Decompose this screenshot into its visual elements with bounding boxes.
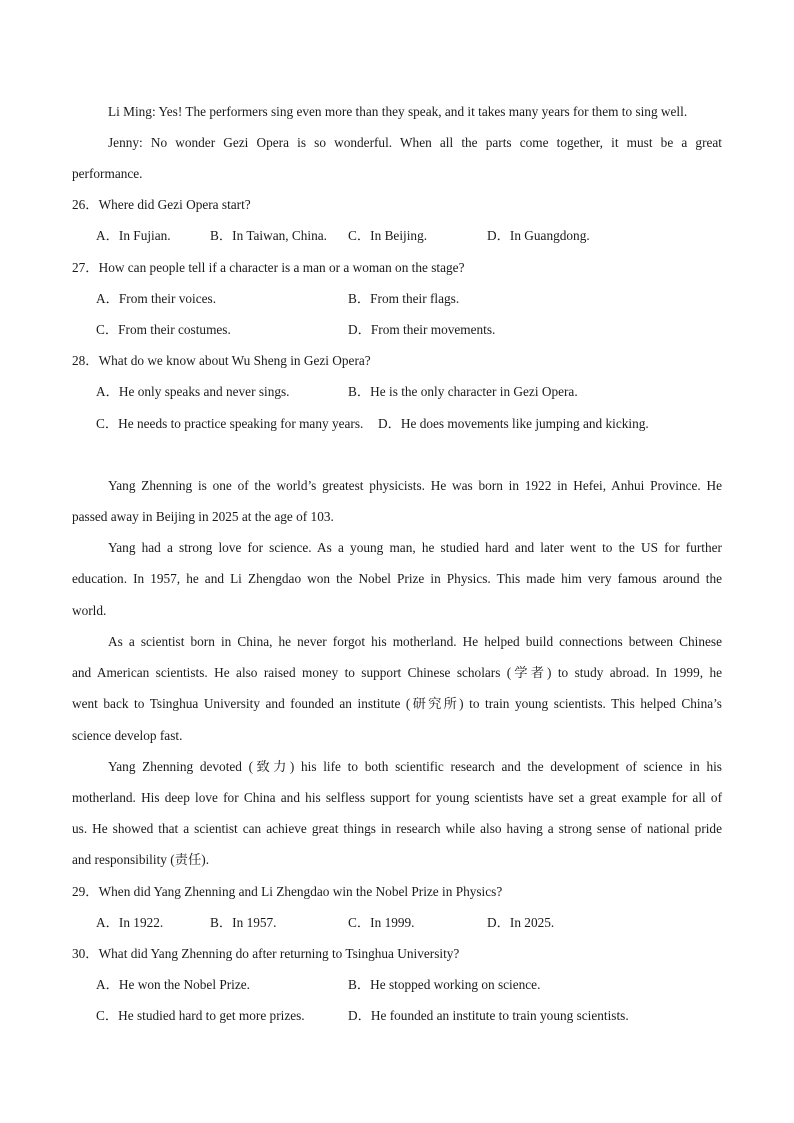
passage2-p4-line3: us. He showed that a scientist can achieve great things in research while also having a strong sense of national pride [72,821,722,836]
passage2-p3-line1: As a scientist born in China, he never forgot his motherland. He helped build connections between Chinese [108,634,722,649]
question-30-option-b[interactable]: B．He stopped working on science. [348,977,541,992]
question-28-option-c[interactable]: C．He needs to practice speaking for many years. [96,416,364,431]
question-29-option-c[interactable]: C．In 1999. [348,915,415,930]
question-30-option-d[interactable]: D．He founded an institute to train young scientists. [348,1008,629,1023]
question-29-option-b[interactable]: B．In 1957. [210,915,277,930]
question-27-option-d[interactable]: D．From their movements. [348,322,496,337]
question-29-option-d[interactable]: D．In 2025. [487,915,555,930]
question-27-option-c[interactable]: C．From their costumes. [96,322,231,337]
question-26-option-a[interactable]: A．In Fujian. [96,228,171,243]
passage2-p4-line4: and responsibility (责任). [72,852,210,867]
question-28-option-d[interactable]: D．He does movements like jumping and kicking. [378,416,649,431]
question-29-option-a[interactable]: A．In 1922. [96,915,164,930]
dialogue-line-jenny: Jenny: No wonder Gezi Opera is so wonderful. When all the parts come together, it must be a great [108,135,722,150]
passage2-p2-line1: Yang had a strong love for science. As a young man, he studied hard and later went to the US for further [108,540,722,555]
dialogue-line-jenny-cont: performance. [72,166,143,181]
question-26-stem: 26．Where did Gezi Opera start? [72,197,251,212]
question-26-option-d[interactable]: D．In Guangdong. [487,228,590,243]
question-30-option-c[interactable]: C．He studied hard to get more prizes. [96,1008,305,1023]
question-30-option-a[interactable]: A．He won the Nobel Prize. [96,977,250,992]
passage2-p1-line1: Yang Zhenning is one of the world’s greatest physicists. He was born in 1922 in Hefei, Anhui Province. He [108,478,722,493]
passage2-p4-line2: motherland. His deep love for China and his selfless support for young scientists have set a great example for all of [72,790,722,805]
passage2-p3-line3: went back to Tsinghua University and founded an institute (研究所) to train young scientists. This helped China’s [72,696,722,711]
passage2-p3-line4: science develop fast. [72,728,183,743]
dialogue-line-li-ming: Li Ming: Yes! The performers sing even more than they speak, and it takes many years for them to sing well. [108,104,688,119]
question-30-stem: 30．What did Yang Zhenning do after returning to Tsinghua University? [72,946,460,961]
question-26-option-b[interactable]: B．In Taiwan, China. [210,228,328,243]
passage2-p2-line3: world. [72,603,107,618]
passage2-p3-line2: and American scientists. He also raised money to support Chinese scholars (学者) to study abroad. In 1999, he [72,665,722,680]
passage2-p4-line1: Yang Zhenning devoted (致力) his life to both scientific research and the development of science in his [108,759,722,774]
question-28-option-a[interactable]: A．He only speaks and never sings. [96,384,290,399]
question-28-option-b[interactable]: B．He is the only character in Gezi Opera. [348,384,578,399]
question-28-stem: 28．What do we know about Wu Sheng in Gezi Opera? [72,353,371,368]
question-29-stem: 29．When did Yang Zhenning and Li Zhengdao win the Nobel Prize in Physics? [72,884,503,899]
question-27-option-a[interactable]: A．From their voices. [96,291,217,306]
passage2-p2-line2: education. In 1957, he and Li Zhengdao won the Nobel Prize in Physics. This made him very famous around the [72,571,722,586]
passage2-p1-line2: passed away in Beijing in 2025 at the age of 103. [72,509,334,524]
question-27-option-b[interactable]: B．From their flags. [348,291,460,306]
question-26-option-c[interactable]: C．In Beijing. [348,228,428,243]
question-27-stem: 27．How can people tell if a character is a man or a woman on the stage? [72,260,465,275]
